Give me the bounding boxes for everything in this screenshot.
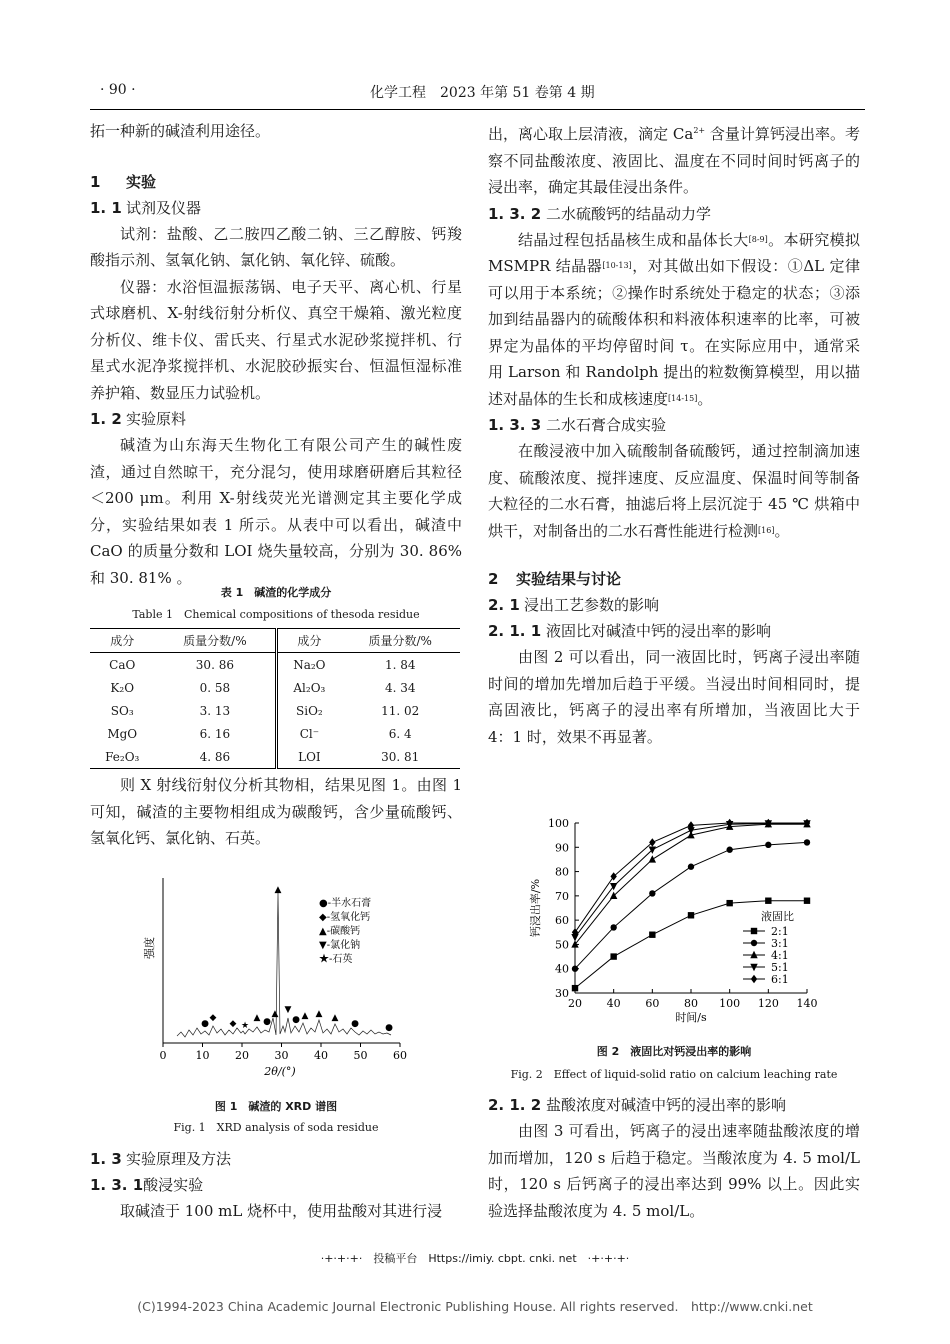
section-number: 2. 1 — [488, 596, 520, 614]
table-cell: SO₃ — [110, 703, 134, 718]
citation: [8-9] — [748, 234, 768, 244]
data-point — [610, 924, 616, 930]
section-1-3-heading — [90, 1146, 462, 1172]
table-cell: Fe₂O₃ — [105, 749, 140, 764]
table-row — [90, 745, 460, 769]
submission-footer: ·+·+·+· 投稿平台 Https://imiy. cbpt. cnki. net ·+·+·+· — [320, 1252, 630, 1265]
data-point — [572, 966, 578, 972]
table-cell: 6. 4 — [388, 726, 412, 741]
carbonate-marker: ▲ — [274, 885, 282, 895]
figure-2-caption-en: Fig. 2 Effect of liquid-solid ratio on calcium leaching rate — [510, 1068, 838, 1081]
x-tick-label: 120 — [757, 997, 779, 1010]
data-point — [649, 855, 656, 862]
section-number: 1 — [90, 172, 101, 191]
table-cell: 11. 02 — [381, 703, 420, 718]
y-tick-label: 40 — [555, 962, 569, 976]
x-tick-label: 50 — [353, 1049, 368, 1062]
ratio-paragraph: 由图 2 可以看出，同一液固比时，钙离子浸出率随时间的增加先增加后趋于平缓。当浸出时间相同时，提高固液比，钙离子的浸出率有所增加，当液固比大于 4：1 时，效果不再显著。 — [488, 648, 860, 746]
table-cell: LOI — [277, 745, 341, 769]
y-tick-label: 80 — [555, 865, 569, 879]
col-header: 质量分数/% — [368, 634, 432, 648]
figure-2-caption-cn: 图 2 液固比对钙浸出率的影响 — [596, 1045, 752, 1058]
legend-item: ●-半水石膏 — [319, 898, 372, 909]
y-tick-label: 30 — [555, 987, 569, 1000]
section-title: 二水硫酸钙的结晶动力学 — [546, 204, 712, 223]
x-tick-label: 20 — [568, 997, 582, 1010]
section-title: 实验结果与讨论 — [516, 570, 622, 588]
reagents-paragraph: 试剂：盐酸、乙二胺四乙酸二钠、三乙醇胺、钙羧酸指示剂、氢氧化钠、氯化钠、氧化锌、硫酸。 — [90, 224, 462, 269]
section-1-heading — [90, 169, 462, 195]
section-1-1-heading — [90, 195, 462, 221]
left-column-bottom — [90, 1146, 462, 1225]
section-title: 实验原理及方法 — [126, 1150, 232, 1168]
instruments-paragraph: 仪器：水浴恒温振荡锅、电子天平、离心机、行星式球磨机、X-射线衍射分析仪、真空干燥箱、激光粒度分析仪、维卡仪、雷氏夹、行星式水泥砂浆搅拌机、行星式水泥净浆搅拌机、水泥胶砂振实台、恒温恒湿标准养护箱、数显压力试验机。 — [90, 277, 462, 402]
data-point — [610, 953, 616, 959]
section-title: 浸出工艺参数的影响 — [524, 596, 660, 614]
text-run: 出，离心取上层清液，滴定 Ca — [488, 125, 694, 143]
hydroxide-marker: ◆ — [209, 1013, 217, 1023]
right-column — [488, 118, 860, 750]
section-number: 1. 3. 1 — [90, 1176, 144, 1194]
table-cell: MgO — [107, 726, 138, 741]
y-tick-label: 90 — [555, 841, 569, 855]
superscript: 2+ — [693, 126, 706, 135]
figure-1-caption-cn: 图 1 碱渣的 XRD 谱图 — [214, 1100, 338, 1113]
x-tick-label: 40 — [606, 997, 621, 1010]
hemihydrate-marker: ● — [201, 1019, 209, 1029]
legend-label: 6:1 — [771, 973, 789, 986]
citation: [14-15] — [668, 393, 698, 403]
section-number: 2. 1. 2 — [488, 1096, 542, 1114]
gypsum-paragraph — [488, 438, 860, 544]
y-axis-label: 钙浸出率/% — [529, 878, 542, 938]
x-tick-label: 80 — [684, 997, 698, 1010]
carbonate-marker: ▲ — [253, 1013, 261, 1023]
col-header: 成分 — [277, 629, 341, 653]
table-1-caption-cn: 表 1 碱渣的化学成分 — [220, 586, 332, 599]
data-point — [726, 847, 732, 853]
acid-leach-continued — [488, 118, 860, 201]
section-title: 液固比对碱渣中钙的浸出率的影响 — [546, 622, 772, 640]
table-cell: 4. 34 — [384, 680, 416, 695]
table-header-row — [90, 629, 460, 653]
x-tick-label: 20 — [235, 1049, 249, 1062]
data-point — [726, 900, 732, 906]
text-run: ，对其做出如下假设：①ΔL 定律可以用于本系统；②操作时系统处于稳定的状态；③添加到结晶器内的硫酸体积和料液体积速率的比率，可被界定为晶体的平均停留时间 τ。在实际应用中，通常采用 Larson 和 Randolph 提出的粒数衡算模型，用以描述对晶体的生长和成核速度 — [488, 257, 860, 408]
carbonate-marker: ▲ — [315, 1009, 323, 1019]
section-number: 1. 3. 2 — [488, 204, 542, 223]
citation: [10-13] — [602, 261, 632, 270]
text-run: 结晶过程包括晶核生成和晶体长大 — [518, 230, 749, 249]
hydroxide-marker: ◆ — [229, 1019, 237, 1029]
y-tick-label: 50 — [555, 938, 569, 952]
x-tick-label: 100 — [719, 997, 741, 1010]
y-tick-label: 70 — [555, 889, 569, 903]
leaching-rate-chart — [525, 808, 845, 1038]
col-header: 成分 — [110, 634, 135, 648]
y-axis-label: 强度 — [143, 937, 156, 959]
x-tick-label: 40 — [314, 1049, 328, 1062]
legend-marker — [751, 940, 757, 946]
carbonate-marker: ▲ — [331, 1013, 339, 1023]
data-point — [804, 839, 810, 845]
y-tick-label: 60 — [555, 914, 569, 928]
legend-marker — [751, 975, 757, 983]
section-1-3-3-heading — [488, 412, 860, 438]
materials-paragraph: 碱渣为山东海天生物化工有限公司产生的碱性废渣，通过自然晾干，充分混匀，使用球磨研磨后其粒径＜200 μm。利用 X-射线荧光光谱测定其主要化学成分，实验结果如表 1 所示。从表中可以看出，碱渣中 CaO 的质量分数和 LOI 烧失量较高，分别为 30. 86% 和 30. 81% 。 — [90, 436, 462, 587]
table-cell: Cl⁻ — [277, 722, 341, 745]
legend-item: ▲-碳酸钙 — [319, 926, 361, 937]
data-point — [688, 912, 694, 918]
chart-legend — [743, 909, 794, 986]
text-run: 。 — [697, 389, 713, 408]
hemihydrate-marker: ● — [351, 1019, 359, 1029]
carbonate-marker: ▲ — [271, 1009, 279, 1019]
page-number: · 90 · — [100, 82, 136, 98]
data-point — [765, 898, 771, 904]
table-cell: CaO — [109, 657, 136, 672]
data-point — [688, 864, 694, 870]
hemihydrate-marker: ● — [385, 1023, 393, 1033]
data-point — [572, 985, 578, 991]
y-tick-label: 100 — [548, 817, 569, 830]
x-tick-label: 30 — [274, 1049, 289, 1062]
legend-item: ▼-氯化钠 — [319, 940, 361, 951]
x-tick-label: 140 — [796, 997, 818, 1010]
citation: [16] — [758, 525, 775, 535]
table-row — [90, 699, 460, 722]
table-row — [90, 722, 460, 745]
data-point — [649, 890, 655, 896]
x-tick-label: 10 — [195, 1049, 210, 1062]
phase-paragraph: 则 X 射线衍射仪分析其物相，结果见图 1。由图 1 可知，碱渣的主要物相组成为碳酸钙，含少量硫酸钙、氢氧化钙、氯化钠、石英。 — [90, 776, 462, 847]
data-point — [726, 819, 732, 827]
x-tick-label: 60 — [645, 997, 660, 1010]
data-point — [804, 898, 810, 904]
hcl-paragraph: 由图 3 可看出，钙离子的浸出速率随盐酸浓度的增加而增加，120 s 后趋于稳定。当酸浓度为 4. 5 mol/L 时，120 s 后钙离子的浸出率达到 99% 以上。因此实验选择盐酸浓度为 4. 5 mol/L。 — [488, 1122, 860, 1220]
section-number: 2 — [488, 570, 499, 588]
legend-item — [743, 973, 789, 986]
quartz-marker: ★ — [240, 1021, 250, 1031]
table-cell: Al₂O₃ — [277, 676, 341, 699]
carbonate-marker: ▲ — [301, 1011, 309, 1021]
data-point — [765, 842, 771, 848]
hemihydrate-marker: ● — [292, 1015, 300, 1025]
intro-line: 拓一种新的碱渣利用途径。 — [90, 122, 271, 140]
table-row — [90, 676, 460, 699]
table-cell: 4. 86 — [199, 749, 231, 764]
legend-label: 3:1 — [771, 937, 789, 950]
table-1-caption-en: Table 1 Chemical compositions of thesoda residue — [132, 608, 420, 621]
header-rule — [90, 109, 865, 110]
section-number: 1. 3 — [90, 1150, 122, 1168]
hemihydrate-marker: ● — [263, 1017, 271, 1027]
crystallization-paragraph — [488, 227, 860, 413]
xrd-legend — [319, 896, 371, 965]
text-run: 。 — [774, 521, 790, 540]
section-title: 实验原料 — [126, 410, 187, 428]
section-title: 盐酸浓度对碱渣中钙的浸出率的影响 — [546, 1096, 787, 1114]
left-column-after-table — [90, 772, 462, 852]
legend-item: ◆-氢氧化钙 — [319, 912, 371, 923]
section-title: 酸浸实验 — [143, 1176, 204, 1194]
section-1-2-heading — [90, 406, 462, 432]
section-title: 二水石膏合成实验 — [546, 416, 667, 434]
section-number: 2. 1. 1 — [488, 622, 542, 640]
table-cell: 30. 86 — [195, 657, 234, 672]
table-cell: 30. 81 — [381, 749, 420, 764]
table-1 — [90, 628, 460, 769]
table-cell: 1. 84 — [384, 657, 416, 672]
table-cell: K₂O — [110, 680, 135, 695]
text-run: 含量计算钙浸出率。考察不同盐酸浓度、液固比、温度在不同时间时钙离子的浸出率，确定其最佳浸出条件。 — [488, 125, 860, 196]
section-1-3-2-heading — [488, 201, 860, 227]
x-axis-label: 时间/s — [675, 1011, 707, 1024]
legend-label: 4:1 — [771, 949, 789, 962]
journal-header: 化学工程 2023 年第 51 卷第 4 期 — [370, 85, 595, 101]
legend-label: 2:1 — [771, 925, 789, 938]
data-point — [649, 932, 655, 938]
right-column-bottom — [488, 1092, 860, 1224]
data-point — [649, 838, 655, 846]
x-tick-label: 60 — [393, 1049, 407, 1062]
table-cell: SiO₂ — [277, 699, 341, 722]
section-number: 1. 2 — [90, 410, 122, 428]
chloride-marker: ▼ — [284, 1005, 292, 1015]
copyright-line: (C)1994-2023 China Academic Journal Electronic Publishing House. All rights reserved. http://www.cnki.net — [137, 1299, 813, 1314]
legend-marker — [751, 928, 757, 934]
text-run: 。本研究模拟 MSMPR 结晶器 — [488, 230, 860, 275]
section-2-1-1-heading — [488, 618, 860, 644]
section-title: 试剂及仪器 — [126, 198, 202, 217]
x-axis-label: 2θ/(°) — [264, 1065, 296, 1078]
section-1-3-1-heading — [90, 1172, 462, 1198]
table-cell: 6. 16 — [199, 726, 231, 741]
figure-1-caption-en: Fig. 1 XRD analysis of soda residue — [173, 1121, 379, 1134]
text-run: 在酸浸液中加入硫酸制备硫酸钙，通过控制滴加速度、硫酸浓度、搅拌速度、反应温度、保温时间等制备大粒径的二水石膏，抽滤后将上层沉淀于 45 ℃ 烘箱中烘干，对制备出的二水石膏性能进行检测 — [488, 442, 860, 540]
legend-label: 5:1 — [771, 961, 789, 974]
xrd-figure — [125, 868, 425, 1090]
section-title: 实验 — [126, 172, 157, 191]
section-number: 1. 3. 3 — [488, 416, 542, 434]
acid-leach-paragraph: 取碱渣于 100 mL 烧杯中，使用盐酸对其进行浸 — [120, 1202, 443, 1220]
x-ticks — [160, 1043, 408, 1062]
legend-item: ★-石英 — [319, 954, 353, 965]
legend-title: 液固比 — [761, 910, 794, 923]
section-2-1-heading — [488, 592, 860, 618]
series-5-1 — [571, 820, 810, 941]
col-header: 质量分数/% — [183, 634, 247, 648]
x-tick-label: 0 — [159, 1049, 167, 1062]
section-2-1-2-heading — [488, 1092, 860, 1118]
section-2-heading — [488, 566, 860, 592]
table-cell: Na₂O — [277, 653, 341, 677]
table-cell: 0. 58 — [199, 680, 231, 695]
section-number: 1. 1 — [90, 198, 122, 217]
left-column — [90, 118, 462, 591]
table-cell: 3. 13 — [199, 703, 231, 718]
table-row — [90, 653, 460, 677]
